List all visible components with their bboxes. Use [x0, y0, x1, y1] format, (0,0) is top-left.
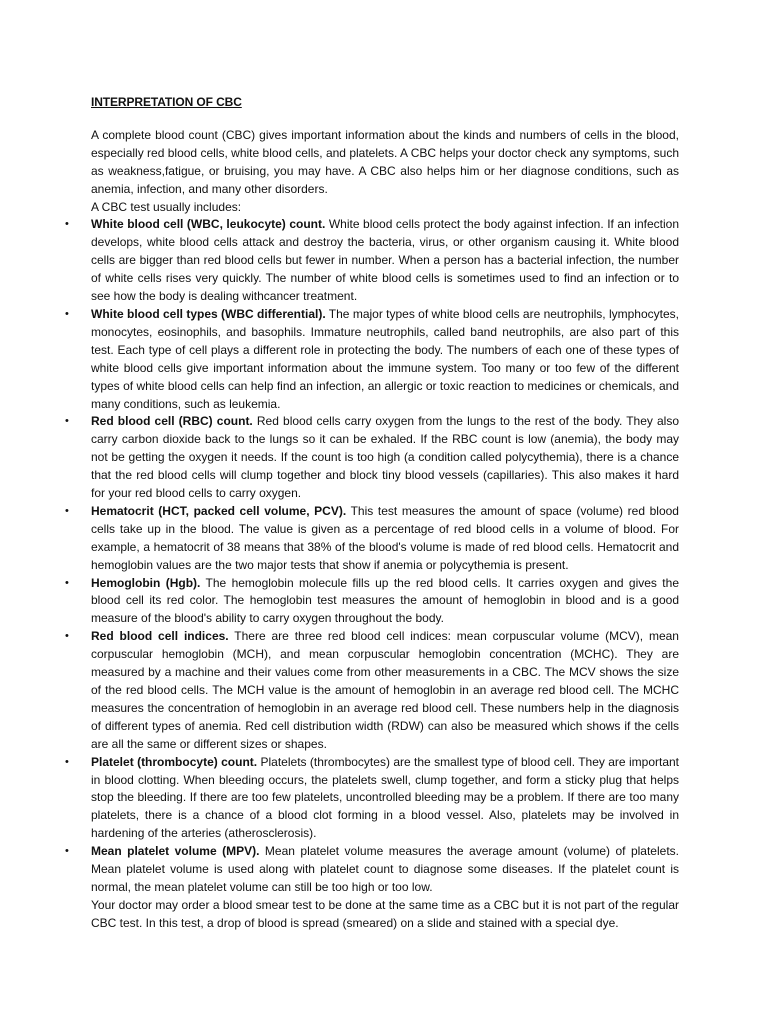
list-item-rbc-count	[65, 413, 679, 503]
list-item-platelet-count	[65, 754, 680, 844]
includes-line-text: A CBC test usually includes:	[91, 199, 242, 214]
item-text: Red blood cells carry oxygen from the lungs to the rest of the body. They also carry carbon dioxide back to the lungs so it can be exhaled. If the RBC count is low (anemia), the body may not be getting the oxygen it needs. If the count is too high (a condition called polycythemia), there is a chance that the red blood cells will clump together and block tiny blood vessels (capillaries). This also makes it hard for your red blood cells to carry oxygen.	[91, 414, 679, 501]
bullet-marker: •	[65, 218, 69, 231]
item-text: There are three red blood cell indices: mean corpuscular volume (MCV), mean corpuscular hemoglobin (MCH), and mean corpuscular hemoglobin concentration (MCHC). They are measured by a machine and their values come from other measurements in a CBC. The MCV shows the size of the red blood cells. The MCH value is the amount of hemoglobin in an average red blood cell. The MCHC measures the concentration of hemoglobin in an average red blood cell. These numbers help in the diagnosis of different types of anemia. Red cell distribution width (RDW) can also be measured which shows if the cells are all the same or different sizes or shapes.	[91, 629, 679, 751]
item-text: Mean platelet volume measures the average amount (volume) of platelets. Mean platelet volume is used along with platelet count to diagnose some diseases. If the platelet count is normal, the mean platelet volume can still be too high or too low.	[91, 844, 679, 894]
includes-line	[91, 199, 679, 217]
item-text: Platelets (thrombocytes) are the smallest type of blood cell. They are important in blood clotting. When bleeding occurs, the platelets swell, clump together, and form a sticky plug that helps stop the bleeding. If there are too few platelets, uncontrolled bleeding may be a problem. If there are too many platelets, there is a chance of a blood clot forming in a blood vessel. Also, platelets may be involved in hardening of the arteries (atherosclerosis).	[91, 754, 680, 841]
bullet-marker: •	[65, 845, 69, 858]
item-text: White blood cells protect the body against infection. If an infection develops, white blood cells attack and destroy the bacteria, virus, or other organism causing it. White blood cells are bigger than red blood cells but fewer in number. When a person has a bacterial infection, the number of white cells rises very quickly. The number of white blood cells is sometimes used to find an infection or to see how the body is dealing withcancer treatment.	[91, 217, 679, 304]
document-title: INTERPRETATION OF CBC	[91, 95, 242, 109]
bullet-marker: •	[65, 630, 69, 643]
item-text: The major types of white blood cells are neutrophils, lymphocytes, monocytes, eosinophils, and basophils. Immature neutrophils, called band neutrophils, are also part of this test. Each type of cell plays a different role in protecting the body. The numbers of each one of these types of white blood cells give important information about the immune system. Too many or too few of the different types of white blood cells can help find an infection, an allergic or toxic reaction to medicines or chemicals, and many conditions, such as leukemia.	[91, 306, 679, 411]
list-item-hemoglobin	[65, 575, 679, 629]
item-term: Hematocrit (HCT, packed cell volume, PCV).	[91, 503, 347, 518]
intro-paragraph: A complete blood count (CBC) gives important information about the kinds and numbers of cells in the blood, especially red blood cells, white blood cells, and platelets. A CBC helps your doctor check any symptoms, such as weakness,fatigue, or bruising, you may have. A CBC also helps him or her diagnose conditions, such as anemia, infection, and many other disorders.	[91, 127, 679, 196]
item-term: Hemoglobin (Hgb).	[91, 575, 201, 590]
item-term: Red blood cell (RBC) count.	[91, 414, 253, 429]
bullet-marker: •	[65, 415, 69, 428]
item-term: Mean platelet volume (MPV).	[91, 844, 260, 859]
item-term: White blood cell types (WBC differential).	[91, 306, 326, 321]
item-text: The hemoglobin molecule fills up the red blood cells. It carries oxygen and gives the blood cell its red color. The hemoglobin test measures the amount of hemoglobin in blood and is a good measure of the blood's ability to carry oxygen throughout the body.	[91, 575, 679, 626]
list-item-rbc-indices	[65, 628, 679, 753]
item-term: White blood cell (WBC, leukocyte) count.	[91, 217, 326, 232]
bullet-marker: •	[65, 504, 69, 517]
closing-paragraph: Your doctor may order a blood smear test to be done at the same time as a CBC but it is not part of the regular CBC test. In this test, a drop of blood is spread (smeared) on a slide and stained with a special dye.	[91, 897, 679, 930]
bullet-marker: •	[65, 576, 69, 589]
item-term: Platelet (thrombocyte) count.	[91, 754, 258, 769]
document-content	[65, 94, 680, 933]
list-item-wbc-differential	[65, 306, 679, 413]
list-item-mpv	[65, 843, 679, 897]
item-text: This test measures the amount of space (volume) red blood cells take up in the blood. The value is given as a percentage of red blood cells in a volume of blood. For example, a hematocrit of 38 means that 38% of the blood's volume is made of red blood cells. Hematocrit and hemoglobin values are the two major tests that show if anemia or polycythemia is present.	[91, 503, 679, 572]
bullet-marker: •	[65, 755, 69, 768]
list-item-hematocrit	[65, 503, 679, 575]
item-term: Red blood cell indices.	[91, 629, 229, 644]
bullet-marker: •	[65, 307, 69, 320]
list-item-wbc-count	[65, 216, 679, 306]
